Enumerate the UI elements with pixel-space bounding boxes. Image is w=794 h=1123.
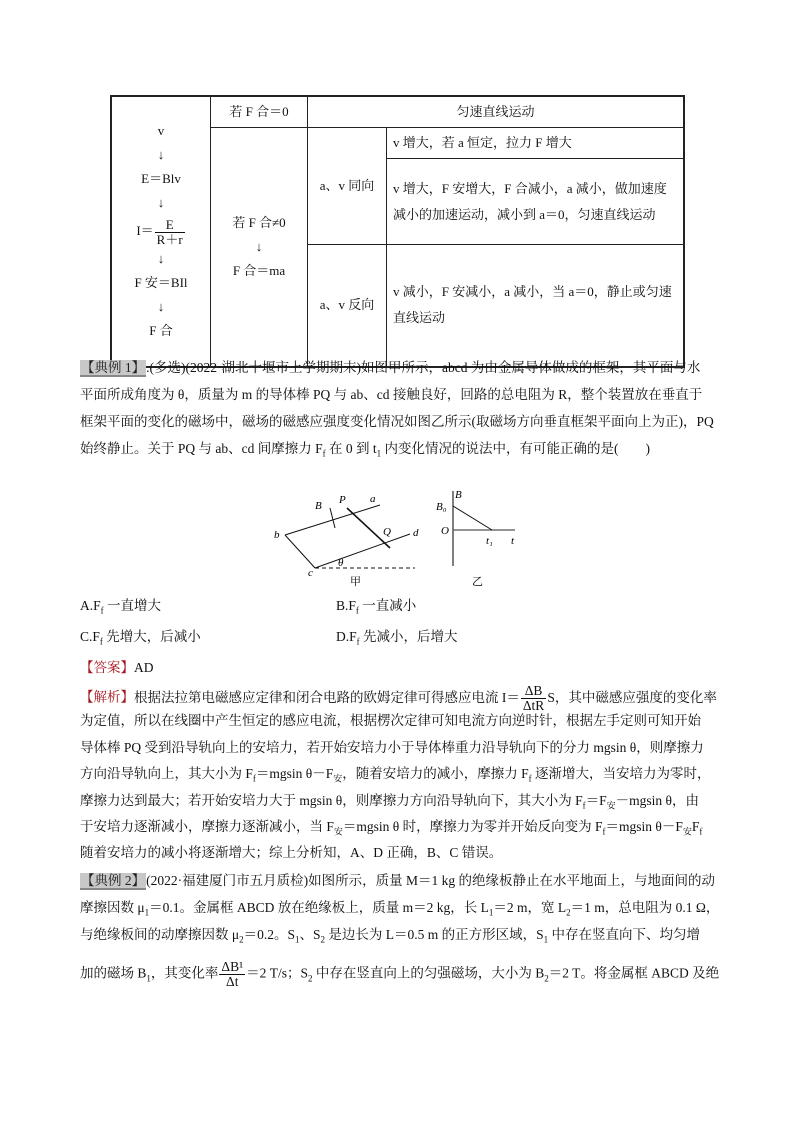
answer-tag: 【答案】 [80, 660, 134, 675]
option-d [336, 627, 458, 652]
svg-text:甲: 甲 [350, 576, 361, 588]
answer-value: AD [134, 660, 154, 675]
nonzero-force-condition [211, 128, 308, 367]
text-run: ＝F [585, 793, 607, 808]
opposite-direction-label: a、v 反向 [308, 245, 387, 367]
example2-tag: 【典例 2】 [81, 873, 146, 888]
subscript: 2 [239, 934, 244, 945]
arrow-down-icon: ↓ [157, 195, 165, 211]
text-run: ，随着安培力的减小，摩擦力 F [342, 766, 529, 781]
subscript: 1 [543, 934, 549, 945]
svg-text:O: O [441, 525, 449, 537]
arrow-down-icon: ↓ [157, 147, 165, 163]
text-run: 摩擦力达到最大；若开始安培力大于 mgsin θ，则摩擦力方向沿导轨向下，其大小为 F [80, 793, 583, 808]
same-direction-case-1: v 增大，若 a 恒定，拉力 F 增大 [387, 128, 685, 159]
fraction [155, 218, 185, 247]
chain-step [118, 215, 204, 247]
text-run: 内变化情况的说法中，有可能正确的是( ) [381, 441, 651, 456]
svg-text:t: t [511, 535, 515, 547]
example1-figure [270, 488, 530, 588]
text-run: .(多选)(2022·湖北十堰市上学期期末)如图甲所示，abcd 为由金属导体做成的框架，其平面与水 [146, 360, 701, 375]
text-run: 摩擦因数 μ [80, 900, 145, 915]
text-run: ＝mgsin θ－F [255, 766, 334, 781]
text-run: B.F [336, 598, 356, 613]
text-run: 一直增大 [103, 598, 162, 613]
subscript: 安 [333, 773, 343, 784]
subscript: 安 [333, 826, 343, 837]
text-run: 随着安培力的减小将逐渐增大；综上分析知，A、D 正确，B、C 错误。 [80, 845, 503, 860]
analysis-line-6 [80, 817, 702, 842]
denominator: Δt [226, 974, 239, 989]
numerator: ΔB [521, 684, 546, 699]
option-a [80, 596, 161, 621]
subscript: f [528, 773, 532, 784]
subscript: 1 [295, 934, 300, 945]
analysis-tag: 【解析】 [80, 689, 134, 705]
zero-force-condition: 若 F 合＝0 [211, 96, 308, 128]
text-run: S，其中磁感应强度的变化率 [547, 689, 717, 705]
text-run: 导体棒 PQ 受到沿导轨向上的安培力，若开始安培力小于导体棒重力沿导轨向下的分力 mgsin θ，则摩擦力 [80, 740, 704, 755]
svg-text:d: d [413, 527, 419, 539]
text-run: ＝2 T。将金属框 ABCD 及绝 [548, 965, 720, 981]
arrow-down-icon: ↓ [255, 238, 263, 254]
text-run: 方向沿导轨向上，其大小为 F [80, 766, 253, 781]
analysis-line-7 [80, 843, 502, 863]
text-run: 平面所成角度为 θ，质量为 m 的导体棒 PQ 与 ab、cd 接触良好，回路的总电阻为 R，整个装置放在垂直于 [80, 387, 703, 402]
fraction [521, 684, 546, 713]
text-run: F [691, 819, 700, 834]
text-run: C.F [80, 629, 100, 644]
subscript: f [699, 826, 703, 837]
figure-yi [436, 489, 515, 588]
text-run: 于安培力逐渐减小，摩擦力逐渐减小，当 F [80, 819, 334, 834]
text-run: ，其变化率 [150, 965, 219, 981]
example1-line-1 [80, 358, 700, 378]
text-run: 为定值，所以在线圈中产生恒定的感应电流，根据楞次定律可知电流方向逆时针，根据左手定则可知开始 [80, 713, 701, 728]
text-run: 、S [299, 927, 321, 942]
example2-line-1 [80, 871, 715, 891]
svg-text:c: c [308, 567, 313, 579]
text-run: 根据法拉第电磁感应定律和闭合电路的欧姆定律可得感应电流 I＝ [134, 689, 520, 705]
text-run: 加的磁场 B [80, 965, 147, 981]
subscript: f [100, 605, 104, 616]
same-direction-label: a、v 同向 [308, 128, 387, 245]
arrow-down-icon: ↓ [157, 299, 165, 315]
svg-text:B: B [315, 500, 322, 512]
text-run: A.F [80, 598, 101, 613]
text-run: 在 0 到 t [325, 441, 377, 456]
text-run: ＝0.2。S [243, 927, 296, 942]
text-run: ＝0.1。金属框 ABCD 放在绝缘板上，质量 m＝2 kg，长 L [149, 900, 489, 915]
svg-text:P: P [339, 494, 346, 506]
example1-line-2 [80, 385, 702, 405]
arrow-down-icon: ↓ [157, 251, 165, 267]
subscript: f [582, 800, 586, 811]
formula-table [110, 95, 685, 368]
svg-text:Q: Q [383, 526, 391, 538]
analysis-line-1 [80, 684, 717, 713]
subscript: 1 [488, 907, 494, 918]
numerator: ΔB¹ [221, 959, 244, 974]
analysis-line-4 [80, 764, 711, 789]
answer-line [80, 658, 154, 678]
text-run: 先减小，后增大 [359, 629, 458, 644]
denominator: ΔtR [522, 698, 545, 713]
nonzero-cond: 若 F 合≠0 [232, 214, 286, 230]
example1-line-4 [80, 439, 650, 464]
option-c [80, 627, 201, 652]
analysis-line-2 [80, 711, 701, 731]
zero-force-result: 匀速直线运动 [308, 96, 685, 128]
svg-text:乙: 乙 [472, 576, 483, 588]
same-direction-case-2: v 增大，F 安增大，F 合减小，a 减小，做加速度减小的加速运动，减小到 a＝0，匀速直线运动 [387, 159, 685, 245]
figure-jia [274, 493, 419, 588]
subscript: 2 [566, 907, 571, 918]
subscript: f [355, 605, 359, 616]
chain-step: F 安＝BIl [134, 275, 188, 291]
subscript: 2 [544, 973, 549, 984]
subscript: 2 [308, 973, 313, 984]
analysis-line-5 [80, 791, 699, 816]
svg-text:B₀: B₀ [436, 501, 447, 513]
text-run: 与绝缘板间的动摩擦因数 μ [80, 927, 240, 942]
text-run: 一直减小 [358, 598, 417, 613]
text-run: ＝1 m，总电阻为 0.1 Ω， [570, 900, 720, 915]
subscript: f [602, 826, 606, 837]
svg-text:b: b [274, 529, 280, 541]
newton-law: F 合＝ma [232, 262, 286, 278]
subscript: 1 [144, 907, 150, 918]
example2-line-4 [80, 960, 719, 989]
svg-text:t₁: t₁ [486, 535, 493, 547]
subscript: f [322, 448, 326, 459]
text-run: 先增大，后减小 [102, 629, 201, 644]
text-run: I＝ [136, 223, 154, 239]
opposite-direction-case: v 减小，F 安减小，a 减小，当 a＝0，静止或匀速直线运动 [387, 245, 685, 367]
text-run: 是边长为 L＝0.5 m 的正方形区域，S [325, 927, 544, 942]
text-run: 始终静止。关于 PQ 与 ab、cd 间摩擦力 F [80, 441, 323, 456]
denominator: R＋r [156, 231, 183, 247]
text-run: －mgsin θ，由 [615, 793, 699, 808]
subscript: 1 [146, 973, 151, 984]
fraction [219, 960, 245, 989]
derivation-chain [111, 96, 211, 367]
text-run: ＝mgsin θ 时，摩擦力为零并开始反向变为 F [342, 819, 603, 834]
option-b [336, 596, 416, 621]
subscript: f [252, 773, 256, 784]
subscript: 安 [682, 826, 692, 837]
subscript: 2 [320, 934, 326, 945]
chain-step: E＝Blv [141, 171, 181, 187]
text-run: 逐渐增大，当安培力为零时， [531, 766, 711, 781]
text-run: 框架平面的变化的磁场中，磁场的磁感应强度变化情况如图乙所示(取磁场方向垂直框架平面向上为正)，PQ [80, 414, 714, 429]
text-run: ＝2 T/s；S [246, 965, 309, 981]
svg-text:B: B [455, 489, 462, 501]
chain-step: v [157, 123, 165, 139]
text-run: 中存在竖直向下、均匀增 [548, 927, 701, 942]
subscript: 安 [606, 800, 616, 811]
example1-line-3 [80, 412, 714, 432]
svg-text:a: a [370, 493, 376, 505]
numerator: E [155, 218, 185, 233]
text-run: (2022·福建厦门市五月质检)如图所示，质量 M＝1 kg 的绝缘板静止在水平地面上，与地面间的动 [146, 873, 715, 888]
analysis-line-3 [80, 738, 704, 758]
svg-text:θ: θ [338, 557, 344, 569]
subscript: 1 [376, 448, 382, 459]
text-run: 中存在竖直向上的匀强磁场，大小为 B [312, 965, 545, 981]
example1-tag: 【典例 1】 [81, 360, 146, 375]
chain-step: F 合 [149, 323, 173, 339]
subscript: f [356, 636, 360, 647]
example2-line-2 [80, 898, 719, 923]
text-run: D.F [336, 629, 357, 644]
text-run: ＝2 m，宽 L [493, 900, 567, 915]
subscript: f [99, 636, 103, 647]
text-run: ＝mgsin θ－F [605, 819, 683, 834]
example2-line-3 [80, 925, 700, 950]
